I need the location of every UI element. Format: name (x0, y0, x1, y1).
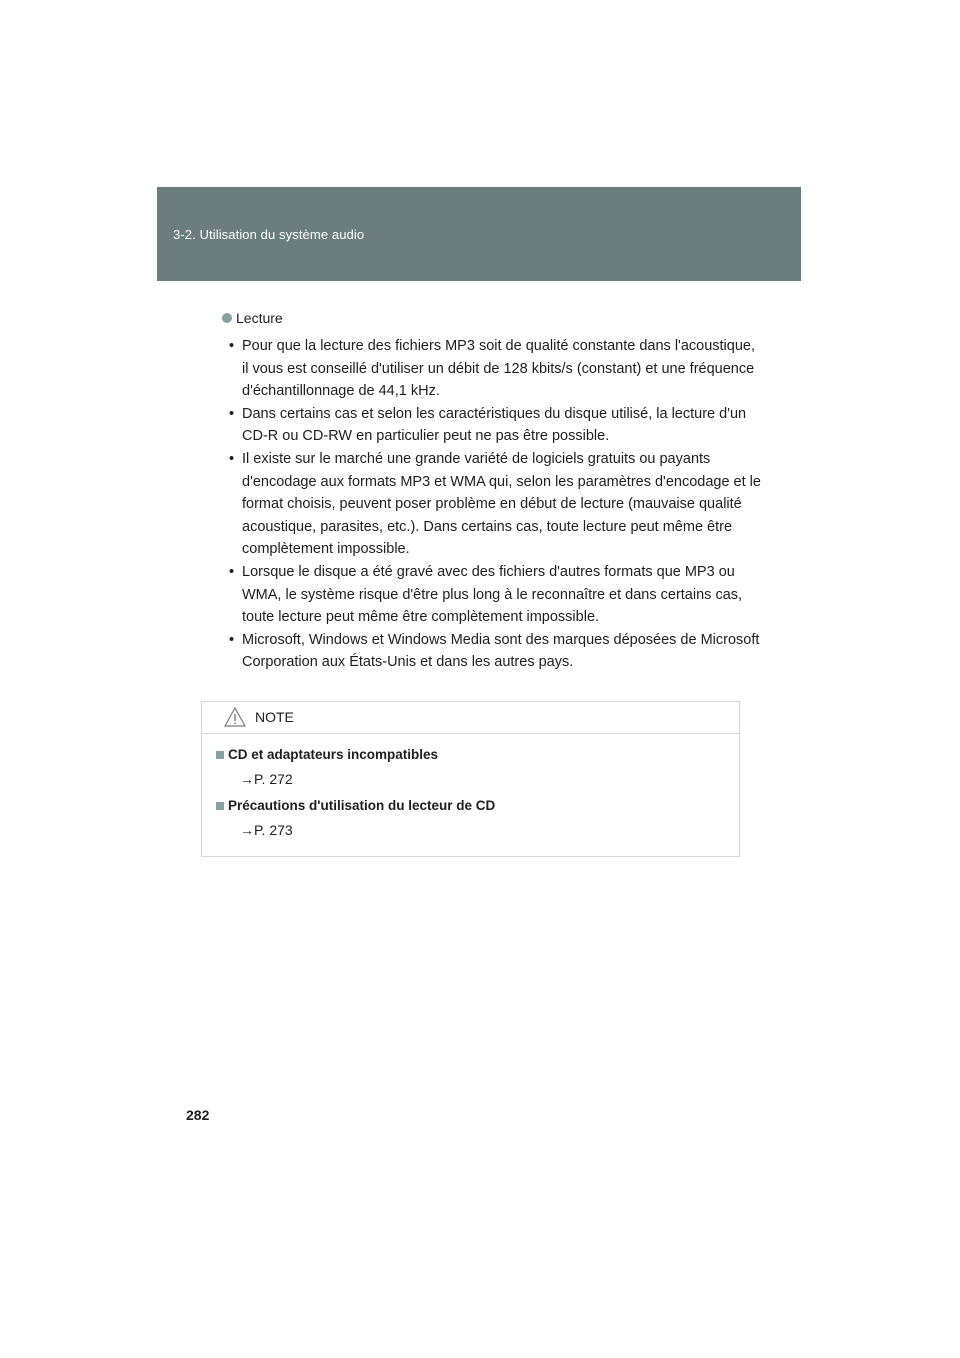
note-entry-title: CD et adaptateurs incompatibles (216, 747, 438, 762)
lecture-list (229, 335, 762, 674)
square-bullet-icon (216, 802, 224, 810)
list-item: • Pour que la lecture des fichiers MP3 soit de qualité constante dans l'acoustique, il vous est conseillé d'utiliser un débit de 128 kbits/s (constant) et une fréquence d'échantillonnage de 44,1 kHz. (229, 338, 755, 400)
lecture-section (222, 307, 762, 674)
page-reference-link[interactable]: →P. 272 (240, 771, 293, 787)
list-item: • Dans certains cas et selon les caractéristiques du disque utilisé, la lecture d'un CD-R ou CD-RW en particulier peut ne pas être possible. (229, 405, 747, 445)
list-item: • Lorsque le disque a été gravé avec des fichiers d'autres formats que MP3 ou WMA, le système risque d'être plus long à le reconnaître et dans certains cas, toute lecture peut même être complètement impossible. (229, 563, 743, 626)
circle-bullet-icon (222, 313, 232, 323)
note-label: NOTE (255, 709, 294, 725)
warning-triangle-icon (224, 707, 246, 727)
note-entry-title: Précautions d'utilisation du lecteur de CD (216, 798, 495, 813)
page-reference-link[interactable]: →P. 273 (240, 822, 293, 838)
lecture-heading (222, 307, 762, 329)
lecture-title: Lecture (236, 310, 283, 326)
list-item: • Il existe sur le marché une grande variété de logiciels gratuits ou payants d'encodage aux formats MP3 et WMA qui, selon les paramètres d'encodage et le format choisis, peuvent poser problème en début de lecture (mauvaise qualité acoustique, parasites, etc.). Dans certains cas, toute lecture peut même être complètement impossible. (229, 450, 761, 558)
square-bullet-icon (216, 751, 224, 759)
list-item: • Microsoft, Windows et Windows Media sont des marques déposées de Microsoft Corporation aux États-Unis et dans les autres pays. (229, 631, 760, 671)
note-header (202, 702, 739, 734)
section-title: 3-2. Utilisation du système audio (173, 227, 365, 242)
chapter-header (157, 187, 801, 281)
note-box (201, 701, 740, 857)
page-number: 282 (186, 1107, 210, 1123)
